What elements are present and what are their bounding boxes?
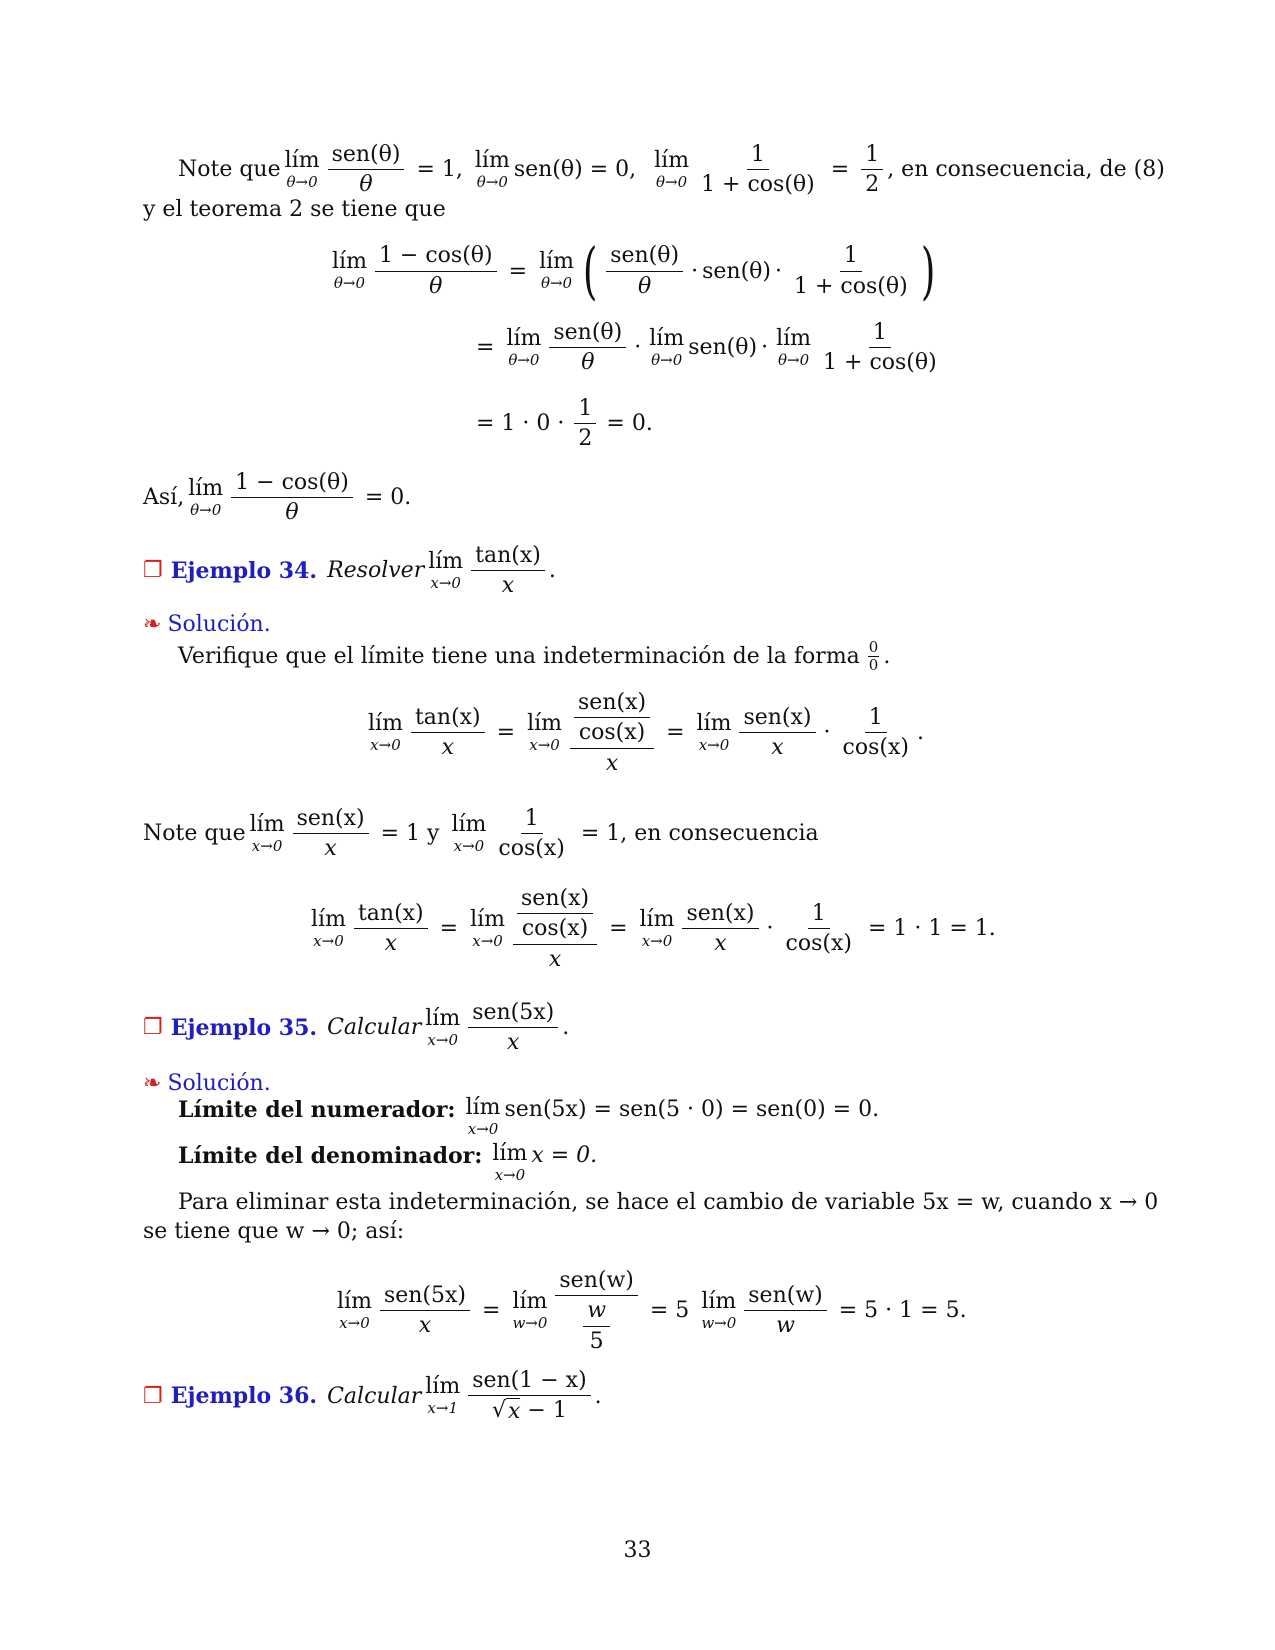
denominator: cos(x): [578, 720, 646, 746]
denominator: θ: [581, 350, 595, 376]
text: Note que: [143, 821, 246, 847]
numerator: 1: [521, 806, 543, 834]
denominator: 0: [868, 656, 879, 674]
example-34-heading: [143, 543, 556, 599]
numerator: sen(w): [744, 1283, 826, 1311]
example-title: Ejemplo 35.: [170, 1014, 318, 1041]
fraction: [697, 142, 819, 198]
numerator: w: [583, 1298, 610, 1326]
denominator: θ: [429, 273, 443, 299]
lim-word: lím: [465, 1095, 501, 1120]
lim-sub: θ→0: [333, 274, 366, 292]
denominator: 2: [578, 426, 593, 452]
lim-sub: x→0: [313, 931, 344, 950]
example-34-note: [143, 806, 819, 862]
limit: [425, 1376, 460, 1416]
fraction: [517, 886, 593, 942]
limit: [425, 1005, 461, 1049]
denominator: cos(x): [498, 836, 565, 862]
checkbox-marker-icon: ❐: [143, 1015, 163, 1041]
text: =: [609, 916, 628, 942]
denominator: x: [714, 931, 727, 957]
limit: [337, 1288, 372, 1332]
lim-word: lím: [425, 1005, 461, 1031]
limit: [284, 147, 320, 191]
close-paren: ): [920, 234, 936, 307]
numerator: sen(x): [293, 806, 369, 834]
text: ·: [691, 258, 699, 284]
fraction: [739, 705, 815, 761]
fraction: [411, 705, 485, 761]
lim-word: lím: [332, 249, 367, 274]
fraction: [549, 320, 626, 376]
text: = 1 y: [380, 821, 440, 847]
denominator: x: [441, 735, 454, 761]
square-root: [492, 1398, 520, 1424]
text: .: [916, 720, 924, 746]
text: Note que: [178, 157, 281, 183]
fraction: [861, 142, 883, 198]
text: .: [562, 1015, 570, 1041]
text: Así,: [143, 485, 185, 511]
text: Verifique que el límite tiene una indeterminación de la forma: [178, 644, 860, 669]
fraction: [574, 690, 650, 746]
denominator: 5: [589, 1328, 604, 1354]
denominator: [579, 1296, 614, 1354]
numerator: tan(x): [354, 901, 428, 929]
numerator: 1: [574, 396, 596, 424]
text: .: [594, 1383, 602, 1409]
limit: [527, 710, 563, 754]
lim-sub: x→0: [427, 1030, 458, 1049]
compound-fraction: [570, 690, 654, 776]
checkbox-marker-icon: ❐: [143, 558, 163, 584]
text: Calcular: [327, 1383, 422, 1409]
asi-line: [143, 470, 411, 526]
numerator: 1: [865, 705, 887, 733]
lim-sub: x→0: [339, 1313, 370, 1332]
text: = 1 · 0 ·: [476, 411, 565, 437]
fraction: [468, 1000, 558, 1056]
denominator: θ: [285, 500, 299, 526]
lim-sub: x→0: [529, 735, 560, 754]
lim-sub: x→0: [467, 1120, 499, 1138]
intro-line-1: [178, 142, 1165, 198]
denominator: θ: [638, 273, 652, 299]
lim-word: lím: [311, 906, 346, 932]
numerator: tan(x): [471, 543, 545, 571]
text: = 5: [649, 1298, 690, 1324]
text: = 5 · 1 = 5.: [838, 1298, 967, 1324]
limit: [466, 1097, 501, 1137]
limit: [249, 811, 285, 855]
compound-fraction: [555, 1268, 637, 1354]
denominator: x: [324, 836, 337, 862]
limit-denominator-line: [178, 1143, 597, 1183]
limit: [451, 811, 487, 855]
compound-fraction: [513, 886, 597, 972]
lim-word: lím: [696, 710, 732, 736]
text: Resolver: [327, 558, 425, 584]
lim-sub: x→0: [453, 836, 485, 855]
lim-word: lím: [649, 325, 685, 351]
limit: [474, 147, 510, 191]
fraction: [468, 1368, 590, 1425]
limit: [492, 1143, 527, 1183]
fraction: [293, 806, 369, 862]
lim-sub: θ→0: [651, 350, 683, 369]
lim-sub: x→0: [472, 931, 503, 950]
text: sen(θ): [688, 335, 758, 361]
numerator: sen(θ): [549, 320, 626, 348]
limit: [506, 325, 542, 369]
text: ·: [761, 335, 769, 361]
limit: [696, 710, 732, 754]
numerator: sen(x): [739, 705, 815, 733]
lim-word: lím: [776, 325, 812, 351]
lim-sub: θ→0: [190, 500, 222, 519]
radicand: x: [508, 1399, 521, 1425]
numerator: sen(5x): [468, 1000, 558, 1028]
numerator: sen(w): [555, 1268, 637, 1296]
numerator: sen(1 − x): [468, 1368, 590, 1396]
lim-word: lím: [527, 710, 563, 736]
text: =: [476, 335, 495, 361]
fraction: [494, 806, 568, 862]
fraction: [231, 470, 353, 526]
limit: [332, 251, 367, 291]
denominator: 1 + cos(θ): [793, 273, 908, 299]
denominator: x: [418, 1313, 432, 1339]
text: x = 0.: [531, 1143, 598, 1168]
numerator: 1: [861, 142, 883, 170]
limit: [428, 548, 464, 592]
denominator: x: [771, 735, 784, 761]
limit: [368, 710, 403, 754]
denominator: x: [384, 931, 397, 957]
lim-sub: θ→0: [286, 172, 318, 191]
text: =: [439, 916, 459, 942]
fraction: [682, 901, 758, 957]
denominator: x: [548, 946, 562, 972]
limit: [512, 1288, 548, 1332]
text: =: [830, 157, 850, 183]
denominator: 1 + cos(θ): [701, 172, 815, 198]
text: = 0.: [364, 485, 412, 511]
lim-word: lím: [368, 710, 403, 736]
numerator: sen(x): [682, 901, 758, 929]
lim-sub: x→0: [430, 573, 461, 592]
checkbox-marker-icon: ❐: [143, 1383, 163, 1409]
text: =: [666, 720, 685, 746]
numerator: sen(5x): [380, 1283, 470, 1311]
lim-word: lím: [470, 906, 506, 932]
denominator: cos(x): [521, 916, 589, 942]
text: =: [508, 258, 528, 284]
fraction: [380, 1283, 470, 1339]
lim-word: lím: [428, 548, 464, 574]
text: , en consecuencia, de (8): [887, 157, 1165, 183]
denominator: w: [776, 1313, 795, 1339]
lim-sub: x→0: [698, 735, 730, 754]
page-number: 33: [623, 1538, 652, 1563]
derivation-row-3: [476, 396, 653, 452]
numerator: tan(x): [411, 705, 485, 733]
numerator: sen(θ): [328, 142, 405, 170]
text: Calcular: [327, 1015, 422, 1041]
intro-line-2: y el teorema 2 se tiene que: [143, 197, 446, 222]
lim-word: lím: [474, 147, 510, 173]
numerator: 1 − cos(θ): [375, 243, 497, 271]
lim-word: lím: [337, 1288, 372, 1314]
limit: [701, 1288, 737, 1332]
numerator: [513, 886, 597, 945]
lim-sub: x→0: [251, 836, 283, 855]
text: sen(θ) = 0,: [513, 157, 637, 183]
text: sen(θ): [702, 258, 771, 284]
fraction: [744, 1283, 826, 1339]
fraction: [868, 640, 880, 673]
numerator: 1: [869, 320, 891, 348]
fraction: [782, 901, 856, 957]
solution-label: Solución.: [167, 1071, 271, 1096]
numerator: sen(θ): [606, 243, 683, 271]
solution-35-label: [143, 1071, 271, 1096]
lim-sub: x→1: [427, 1399, 458, 1418]
lim-sub: x→0: [370, 735, 401, 754]
numerator: 1: [747, 142, 769, 170]
denominator: 2: [865, 172, 880, 198]
lim-sub: θ→0: [508, 350, 540, 369]
text: =: [482, 1298, 501, 1324]
fraction: [354, 901, 428, 957]
denominator: x: [501, 573, 515, 599]
lim-sub: θ→0: [476, 172, 508, 191]
lim-word: lím: [188, 475, 224, 501]
fraction: [471, 543, 545, 599]
text: = 1,: [416, 157, 463, 183]
fraction: [574, 396, 596, 452]
open-paren: (: [582, 234, 598, 307]
fraction: [583, 1298, 610, 1354]
text: .: [883, 644, 891, 669]
text: sen(5x) = sen(5 · 0) = sen(0) = 0.: [504, 1097, 880, 1122]
limit: [470, 906, 506, 950]
limit: [639, 906, 675, 950]
lim-word: lím: [249, 811, 285, 837]
text: = 1 · 1 = 1.: [867, 916, 996, 942]
fraction: [819, 320, 941, 376]
limit: [311, 906, 346, 950]
derivation-row-2: [476, 320, 945, 376]
solution-label: Solución.: [167, 612, 271, 637]
paragraph-line-2: se tiene que w → 0; así:: [143, 1219, 405, 1244]
limit: [539, 251, 574, 291]
example-35-display: [333, 1268, 967, 1354]
limit: [776, 325, 812, 369]
fraction: [606, 243, 683, 299]
lim-sub: w→0: [701, 1313, 737, 1332]
fraction: [328, 142, 405, 198]
example-35-heading: [143, 1000, 569, 1056]
fraction: [790, 243, 912, 299]
text: =: [496, 720, 516, 746]
lim-word: lím: [284, 147, 320, 173]
limit: [188, 475, 224, 519]
numerator: 1: [840, 243, 862, 271]
verify-line: [178, 640, 890, 673]
lim-sub: θ→0: [656, 172, 688, 191]
lim-sub: x→0: [641, 931, 673, 950]
text: ·: [823, 720, 831, 746]
numerator: 1: [808, 901, 830, 929]
example-title: Ejemplo 36.: [170, 1383, 318, 1410]
lim-word: lím: [701, 1288, 737, 1314]
lim-sub: θ→0: [777, 350, 810, 369]
numerator: sen(x): [574, 690, 650, 718]
lim-word: lím: [451, 811, 487, 837]
denominator: cos(x): [842, 735, 909, 761]
paragraph-line-1: Para eliminar esta indeterminación, se hace el cambio de variable 5x = w, cuando x → 0: [178, 1190, 1159, 1215]
radical-sign-icon: √: [491, 1398, 507, 1424]
text: .: [548, 558, 556, 584]
lim-word: lím: [512, 1288, 548, 1314]
lim-sub: θ→0: [540, 274, 573, 292]
limit: [654, 147, 690, 191]
derivation-row-1: [328, 234, 940, 307]
numerator: sen(x): [517, 886, 593, 914]
lim-word: lím: [506, 325, 542, 351]
denominator: cos(x): [785, 931, 852, 957]
text: ·: [766, 916, 774, 942]
denominator: 1 + cos(θ): [823, 350, 937, 376]
limit-numerator-line: [178, 1097, 879, 1137]
text: ·: [774, 258, 782, 284]
numerator: 1 − cos(θ): [231, 470, 353, 498]
numerator: [570, 690, 654, 749]
text: ·: [634, 335, 642, 361]
lim-word: lím: [539, 249, 574, 274]
text: = 0.: [606, 411, 653, 437]
example-36-heading: [143, 1368, 602, 1425]
lim-word: lím: [492, 1141, 528, 1166]
text: Límite del denominador:: [178, 1143, 483, 1169]
text: − 1: [520, 1398, 567, 1424]
text: = 1, en consecuencia: [580, 821, 819, 847]
lim-word: lím: [639, 906, 675, 932]
limit: [649, 325, 685, 369]
denominator: x: [605, 750, 619, 776]
denominator: [488, 1396, 571, 1424]
fraction: [375, 243, 497, 299]
denominator: θ: [359, 172, 373, 198]
lim-word: lím: [654, 147, 690, 173]
fraction: [839, 705, 913, 761]
example-34-display-2: [307, 886, 996, 972]
numerator: 0: [868, 638, 879, 656]
text: Límite del numerador:: [178, 1097, 456, 1123]
lim-sub: x→0: [494, 1166, 526, 1184]
example-title: Ejemplo 34.: [170, 557, 318, 584]
fleuron-icon: ❧: [143, 612, 162, 637]
lim-word: lím: [425, 1374, 461, 1400]
denominator: x: [507, 1030, 520, 1056]
fleuron-icon: ❧: [143, 1071, 162, 1096]
solution-34-label: [143, 612, 271, 637]
lim-sub: w→0: [512, 1313, 548, 1332]
example-34-display-1: [364, 690, 924, 776]
